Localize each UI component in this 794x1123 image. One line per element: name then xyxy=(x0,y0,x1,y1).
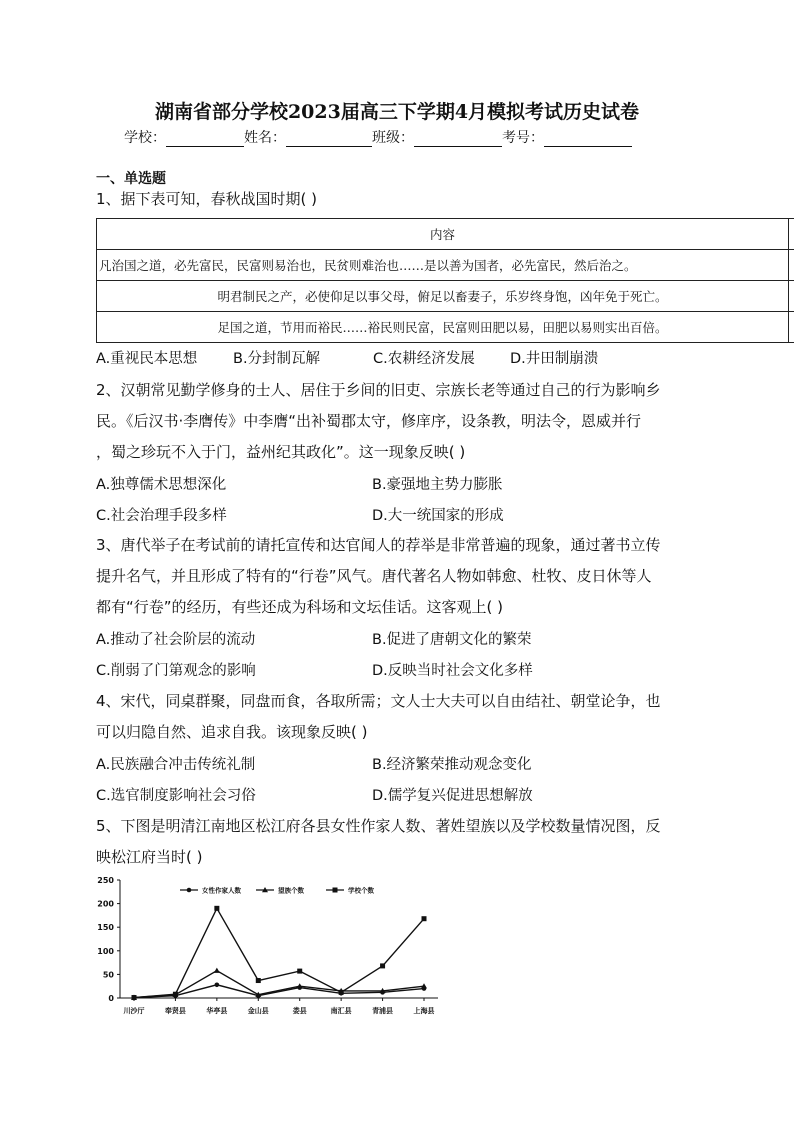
school-field[interactable] xyxy=(166,130,244,147)
x-tick-label: 娄县 xyxy=(292,1007,307,1015)
q4-stem-line: 可以归隐自然、追求自我。该现象反映( ) xyxy=(96,723,368,741)
class-field[interactable] xyxy=(414,130,502,147)
y-tick-label: 100 xyxy=(97,946,114,956)
q3-stem-line: 都有“行卷”的经历，有些还成为科场和文坛佳话。这客观上( ) xyxy=(96,598,504,616)
data-point-series-3 xyxy=(380,963,385,968)
name-field[interactable] xyxy=(286,130,372,147)
legend-marker xyxy=(187,888,192,893)
q2-option-b[interactable]: B.豪强地主势力膨胀 xyxy=(372,477,503,493)
q2-stem-line: 2、汉朝常见勤学修身的士人、居住于乡间的旧吏、宗族长老等通过自己的行为影响乡 xyxy=(96,381,661,399)
y-tick-label: 0 xyxy=(108,994,114,1003)
x-tick-label: 川沙厅 xyxy=(123,1007,145,1015)
section-heading: 一、单选题 xyxy=(96,171,166,187)
x-tick-label: 华亭县 xyxy=(206,1007,228,1015)
q3-option-a[interactable]: A.推动了社会阶层的流动 xyxy=(96,632,256,648)
data-point-series-3 xyxy=(339,990,344,995)
data-point-series-2 xyxy=(214,968,220,973)
q1-table xyxy=(96,218,794,343)
q2-stem-line: ，蜀之珍玩不入于门，益州纪其政化”。这一现象反映( ) xyxy=(96,443,466,461)
data-point-series-3 xyxy=(297,969,302,974)
data-point-series-3 xyxy=(422,916,427,921)
q2-option-a[interactable]: A.独尊儒术思想深化 xyxy=(96,477,227,493)
x-tick-label: 金山县 xyxy=(247,1007,269,1015)
q3-stem-line: 提升名气，并且形成了特有的“行卷”风气。唐代著名人物如韩愈、杜牧、皮日休等人 xyxy=(96,567,652,585)
q1-table-row: 明君制民之产，必使仰足以事父母，俯足以畜妻子，乐岁终身饱，凶年免于死亡。 xyxy=(97,281,789,312)
q1-option-c[interactable]: C.农耕经济发展 xyxy=(373,351,475,367)
q4-option-d[interactable]: D.儒学复兴促进思想解放 xyxy=(372,788,533,804)
school-label: 学校： xyxy=(124,130,166,146)
q4-option-a[interactable]: A.民族融合冲击传统礼制 xyxy=(96,757,256,773)
q4-option-c[interactable]: C.选官制度影响社会习俗 xyxy=(96,788,256,804)
chart-series xyxy=(131,906,427,1000)
legend-label: 望族个数 xyxy=(278,886,304,895)
q3-option-d[interactable]: D.反映当时社会文化多样 xyxy=(372,663,533,679)
q4-option-b[interactable]: B.经济繁荣推动观念变化 xyxy=(372,757,532,773)
exam-number-field[interactable] xyxy=(544,130,632,147)
data-point-series-3 xyxy=(214,906,219,911)
y-tick-label: 50 xyxy=(102,970,114,980)
exam-number-label: 考号： xyxy=(502,130,544,146)
q1-table-row: 足国之道，节用而裕民……裕民则民富，民富则田肥以易，田肥以易则实出百倍。 xyxy=(97,312,789,343)
y-tick-label: 250 xyxy=(97,876,114,885)
q2-option-c[interactable]: C.社会治理手段多样 xyxy=(96,508,227,524)
legend-marker xyxy=(333,888,338,893)
x-tick-label: 奉贤县 xyxy=(164,1007,186,1015)
q1-option-b[interactable]: B.分封制瓦解 xyxy=(233,351,321,367)
data-point-series-3 xyxy=(173,992,178,997)
q1-table-header: 内容 xyxy=(97,219,789,250)
q1-option-d[interactable]: D.井田制崩溃 xyxy=(510,351,599,367)
class-label: 班级： xyxy=(372,130,414,146)
student-info-line xyxy=(124,127,632,147)
x-tick-label: 青浦县 xyxy=(372,1007,394,1015)
legend-label: 学校个数 xyxy=(348,886,374,895)
legend-label: 女性作家人数 xyxy=(202,886,241,895)
data-point-series-3 xyxy=(132,995,137,1000)
q4-stem-line: 4、宋代，同桌群聚，同盘而食，各取所需；文人士大夫可以自由结社、朝堂论争，也 xyxy=(96,692,661,710)
data-point-series-3 xyxy=(256,978,261,983)
q5-stem-line: 映松江府当时( ) xyxy=(96,848,203,866)
q2-stem-line: 民。《后汉书·李膺传》中李膺“出补蜀郡太守，修庠序，设条教，明法令，恩威并行 xyxy=(96,412,642,430)
q3-stem-line: 3、唐代举子在考试前的请托宣传和达官闻人的荐举是非常普遍的现象，通过著书立传 xyxy=(96,536,661,554)
q1-stem: 1、据下表可知，春秋战国时期( ) xyxy=(96,190,318,208)
exam-title: 湖南省部分学校2023届高三下学期4月模拟考试历史试卷 xyxy=(154,101,640,123)
q2-option-d[interactable]: D.大一统国家的形成 xyxy=(372,508,504,524)
name-label: 姓名： xyxy=(244,130,286,146)
q5-line-chart xyxy=(88,870,448,1020)
chart-legend xyxy=(180,886,375,895)
q1-table-row: 凡治国之道，必先富民，民富则易治也，民贫则难治也……是以善为国者，必先富民，然后治之。 xyxy=(97,250,789,281)
y-tick-label: 200 xyxy=(97,899,114,909)
y-tick-label: 150 xyxy=(97,923,114,933)
x-tick-label: 南汇县 xyxy=(330,1007,352,1015)
x-tick-label: 上海县 xyxy=(413,1007,435,1015)
q1-option-a[interactable]: A.重视民本思想 xyxy=(96,351,198,367)
data-point-series-1 xyxy=(215,982,220,987)
series-line-3 xyxy=(134,908,424,997)
q5-stem-line: 5、下图是明清江南地区松江府各县女性作家人数、著姓望族以及学校数量情况图，反 xyxy=(96,817,661,835)
q3-option-b[interactable]: B.促进了唐朝文化的繁荣 xyxy=(372,632,532,648)
q3-option-c[interactable]: C.削弱了门第观念的影响 xyxy=(96,663,256,679)
